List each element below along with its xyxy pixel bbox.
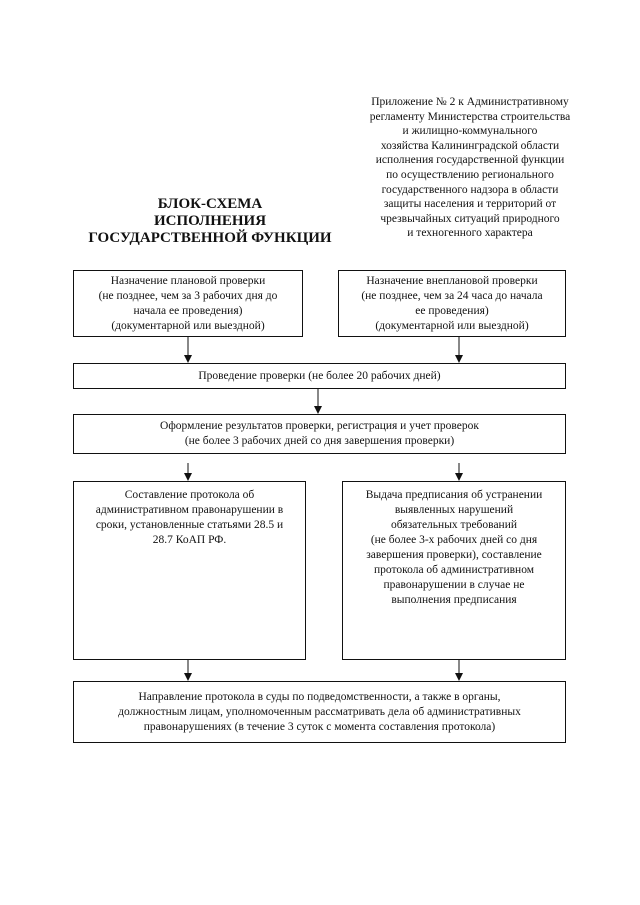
appendix-line: исполнения государственной функции — [375, 154, 565, 167]
box-line: (не более 3 рабочих дней со дня завершения проверки) — [184, 435, 455, 447]
box-line: выявленных нарушений — [394, 504, 514, 516]
box-line: Выдача предписания об устранении — [365, 489, 543, 501]
box-line: 28.7 КоАП РФ. — [152, 534, 227, 546]
box-line: Проведение проверки (не более 20 рабочих дней) — [198, 369, 441, 382]
box-line: Направление протокола в суды по подведомственности, а также в органы, — [138, 690, 501, 703]
box-line: (документарной или выездной) — [111, 319, 265, 332]
appendix-line: Приложение № 2 к Административному — [371, 96, 569, 108]
box-line: (документарной или выездной) — [375, 319, 529, 332]
appendix-line: и жилищно-коммунального — [402, 125, 538, 138]
appendix-line: чрезвычайных ситуаций природного — [380, 212, 560, 225]
title-line: ГОСУДАРСТВЕННОЙ ФУНКЦИИ — [88, 230, 332, 246]
box-line: (не позднее, чем за 3 рабочих дня до — [98, 289, 278, 302]
box-line: должностным лицам, уполномоченным рассматривать дела об административных — [118, 705, 521, 718]
box-line: обязательных требований — [390, 519, 518, 531]
appendix-line: государственного надзора в области — [381, 183, 559, 196]
box-line: (не более 3-х рабочих дней со дня — [370, 534, 538, 546]
title-line: БЛОК-СХЕМА — [157, 196, 263, 212]
box-line: протокола об административном — [373, 564, 535, 576]
box-line: ее проведения) — [415, 304, 489, 317]
box-line: выполнения предписания — [391, 594, 517, 606]
appendix-line: регламенту Министерства строительства — [369, 110, 571, 123]
box-line: сроки, установленные статьями 28.5 и — [95, 519, 284, 531]
box-line: (не позднее, чем за 24 часа до начала — [361, 289, 543, 302]
title-line: ИСПОЛНЕНИЯ — [153, 213, 267, 229]
box-line: Оформление результатов проверки, регистрация и учет проверок — [160, 420, 479, 432]
box-line: правонарушении в случае не — [383, 579, 525, 591]
box-line: административном правонарушении в — [95, 504, 284, 516]
appendix-line: защиты населения и территорий от — [383, 198, 557, 211]
appendix-line: по осуществлению регионального — [386, 168, 554, 181]
box-line: Назначение внеплановой проверки — [366, 274, 538, 287]
box-line: завершения проверки), составление — [366, 549, 542, 561]
box-line: начала ее проведения) — [133, 304, 243, 317]
appendix-line: хозяйства Калининградской области — [380, 139, 560, 152]
box-line: правонарушениях (в течение 3 суток с момента составления протокола) — [143, 720, 496, 733]
appendix-line: и техногенного характера — [407, 227, 533, 240]
box-line: Составление протокола об — [124, 489, 255, 501]
box-line: Назначение плановой проверки — [110, 274, 266, 287]
